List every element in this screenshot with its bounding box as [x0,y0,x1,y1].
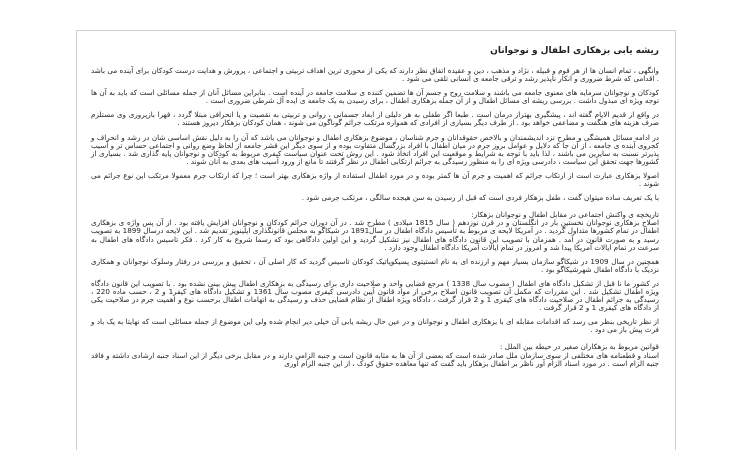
paragraph: با یک تعریف ساده میتوان گفت ، طفل بزهکار فردی است که قبل از رسیدن به سن هیجده سالگی ، مرتکب جرمی شود . [301,193,659,203]
paragraph: اصلاح بزهکاری نوجوانان نخستین بار در انگلستان و در قرن نوزدهم ( سال 1815 میلادی ) مطرح شد . در آن دوران جرائم کودکان و نوجوانان افزایش یافته بود . از آن پس واژه ی بزهکاری اطفال در تمام کشورها متداول گردید . در آمریکا لایحه ی مربوط به تأسیس دادگاه اطفال در سال1891 در شیکاگو به مجلس قانونگذاری ایلینویز تقدیم شد . این لایحه درسال 1899 به تصویب رسید و به صورت قانون در آمد . همزمان با تصویب این قانون دادگاه های اطفال نیز تشکیل گردید و این اولین دادگاهی بود که رسما شروع به کار کرد . فکر تاسیس دادگاه های اطفال به سرعت در تمام ایالات آمریکا پیدا شد و امروز در تمام ایالات آمریکا دادگاه اطفال وجود دارد . [91,218,660,252]
paragraph: وانگهی ، تمام انسان ها از هر قوم و قبیله ، نژاد و مذهب ، دین و عقیده اتفاق نظر دارند که یکی از محوری ترین اهداف تربیتی و اجتماعی ، پرورش و هدایت درست کودکان برای آینده می باشد . اقدامی که شرط ضروری و انکار ناپذیر رشد و ترقی جامعه ی انسانی تلقی می شود . [91,66,659,84]
paragraph: در واقع از قدیم الایام گفته اند ، پیشگیری بهتراز درمان است . طبعا اگر طفلی به هر دلیلی از ابعاد جسمانی ، روانی و تربیتی به نقصیت و یا انحرافی مبتلا گردد ، قهرا بازپروری وی مستلزم صرف هزینه های هنگفت و مضاعفی خواهد بود . از طرف دیگر بسیاری از افرادی که همواره مرتکب جرائم گوناگون می شوند ، همان کودکان بزهکار دیروز هستند . [91,110,659,128]
section-heading-history: تاریخچه ی واکنش اجتماعی در مقابل اطفال و نوجوانان بزهکار: [471,210,659,220]
paragraph: از نظر تاریخی بنظر می رسد که اقدامات مقابله ای با بزهکاری اطفال و نوجوانان و در عین حال ریشه یابی آن خیلی دیر انجام شده ولی این موضوع از جمله مسائلی است که نهایتا به یک باد و فرث پیش باز می دود . [91,317,659,335]
document-title: ریشه یابی بزهکاری اطفال و نوجوانان [490,46,659,56]
paragraph: اصولا بزهکاری عبارت است از ارتکاب جرائم که اهمیت و جرم آن ها کمتر بوده و در مورد اطفال استفاده از واژه بزهکاری بهتر است ؛ چرا که ارتکاب جرم معمولا مرتکب این نوع جرائم می شوند . [91,170,659,189]
paragraph: اسناد و قطعنامه های مختلفی از سوی سازمان ملل صادر شده است که بعضی از آن ها به مثابه قانون است و جنبه الزامی دارند و در مقابل برخی دیگر از این اسناد جنبه ارشادی داشته و فاقد جنبه الزام است . در مورد اسناد الزام آور ناظر بر اطفال بزهکار باید گفت که تنها معاهده حقوق کودک ، از این جنبه الزام آوری [91,350,659,368]
section-heading-international: قوانین مربوط به بزهکاران صغیر در حیطه بین الملل : [499,342,659,352]
paragraph: کودکان و نوجوانان سرمایه های معنوی جامعه می باشند و سلامت روح و جسم آن ها تضمین کننده ی سلامت جامعه در آینده است . بنابراین مسائل آنان از جمله مسائلی است که باید به آن ها توجه ویژه ای مبذول داشت . بررسی ریشه ای مسائل اطفال و از آن جمله بزهکاری اطفال ، برای رسیدن به یک جامعه ی ایده آل شرطی ضروری است . [91,88,659,106]
paragraph: در ادامه مسائل همیشگی و مطرح نزد اندیشمندان و بالاخص حقوقدانان و جرم شناسان ، موضوع بزهکاری اطفال و نوجوانان می باشد که آن را به دلیل نقش اساسی شان در رشد و انحراف و کجروی آینده ی جامعه ، از آن جا که دلایل و عوامل بروز جرم در میان اطفال با افراد بزرگسال متفاوت بوده و از سوی دیگر این قشر جامعه از لحاظ وضع روانی و اجتماعی حساس تر و آسیب پذیرتر نسبت به سایرین می باشند ، لذا باید با توجه به شرایط و موقعیت این افراد اتخاذ شود . این روش تحت عنوان سیاست کیفری مربوط به کودکان و نوجوانان پایه گذاری شد . بسیاری از کشورها جهت تحقق این سیاست ، دادرسی ویژه ای را به منظور رسیدگی به جرائم ارتکابی اطفال در نظر گرفتند تا مانع از ورود آسیب های بعدی به آنان شوند . [91,132,659,166]
document-body [77,31,675,368]
paragraph: در کشور ما نا قبل از تشکیل دادگاه های اطفال ( مصوب سال 1338 ) مرجع قضایی واحد و صلاحیت داری برای رسیدگی به بزهکاری اطفال پیش بینی نشده بود . با تصویب این قانون دادگاه ویژه اطفال تشکیل شد . این مقررات که مکمل آن تصویب قانون اصلاح برخی از مواد قانون آیین دادرسی کیفری مصوب سال 1361 و تشکیل دادگاه های کیفر1 و 2 ، حسب ماده 220 ، رسیدگی به جرائم اطفال در صلاحیت دادگاه های کیفری 1 و 2 قرار گرفت ، دادگاه ویژه اطفال از نظام قضایی حذف و رسیدگی به اتهامات اطفال برحسب نوع و اهمیت جرم در صلاحیت یکی از دادگاه های کیفری 1 و 2 قرار گرفت . [91,278,659,313]
document-page [76,30,676,450]
paragraph: همچنین در سال 1909 در شیکاگو سازمان بسیار مهم و ارزنده ای به نام انستیتوی پسیکوپاتیک کودکان تاسیس گردید که کار اصلی آن ، تحقیق و بررسی در رفتار وسلوک نوجوانان و همکاری نزدیک با دادگاه اطفال شهرشیکاگو بود . [91,256,659,274]
